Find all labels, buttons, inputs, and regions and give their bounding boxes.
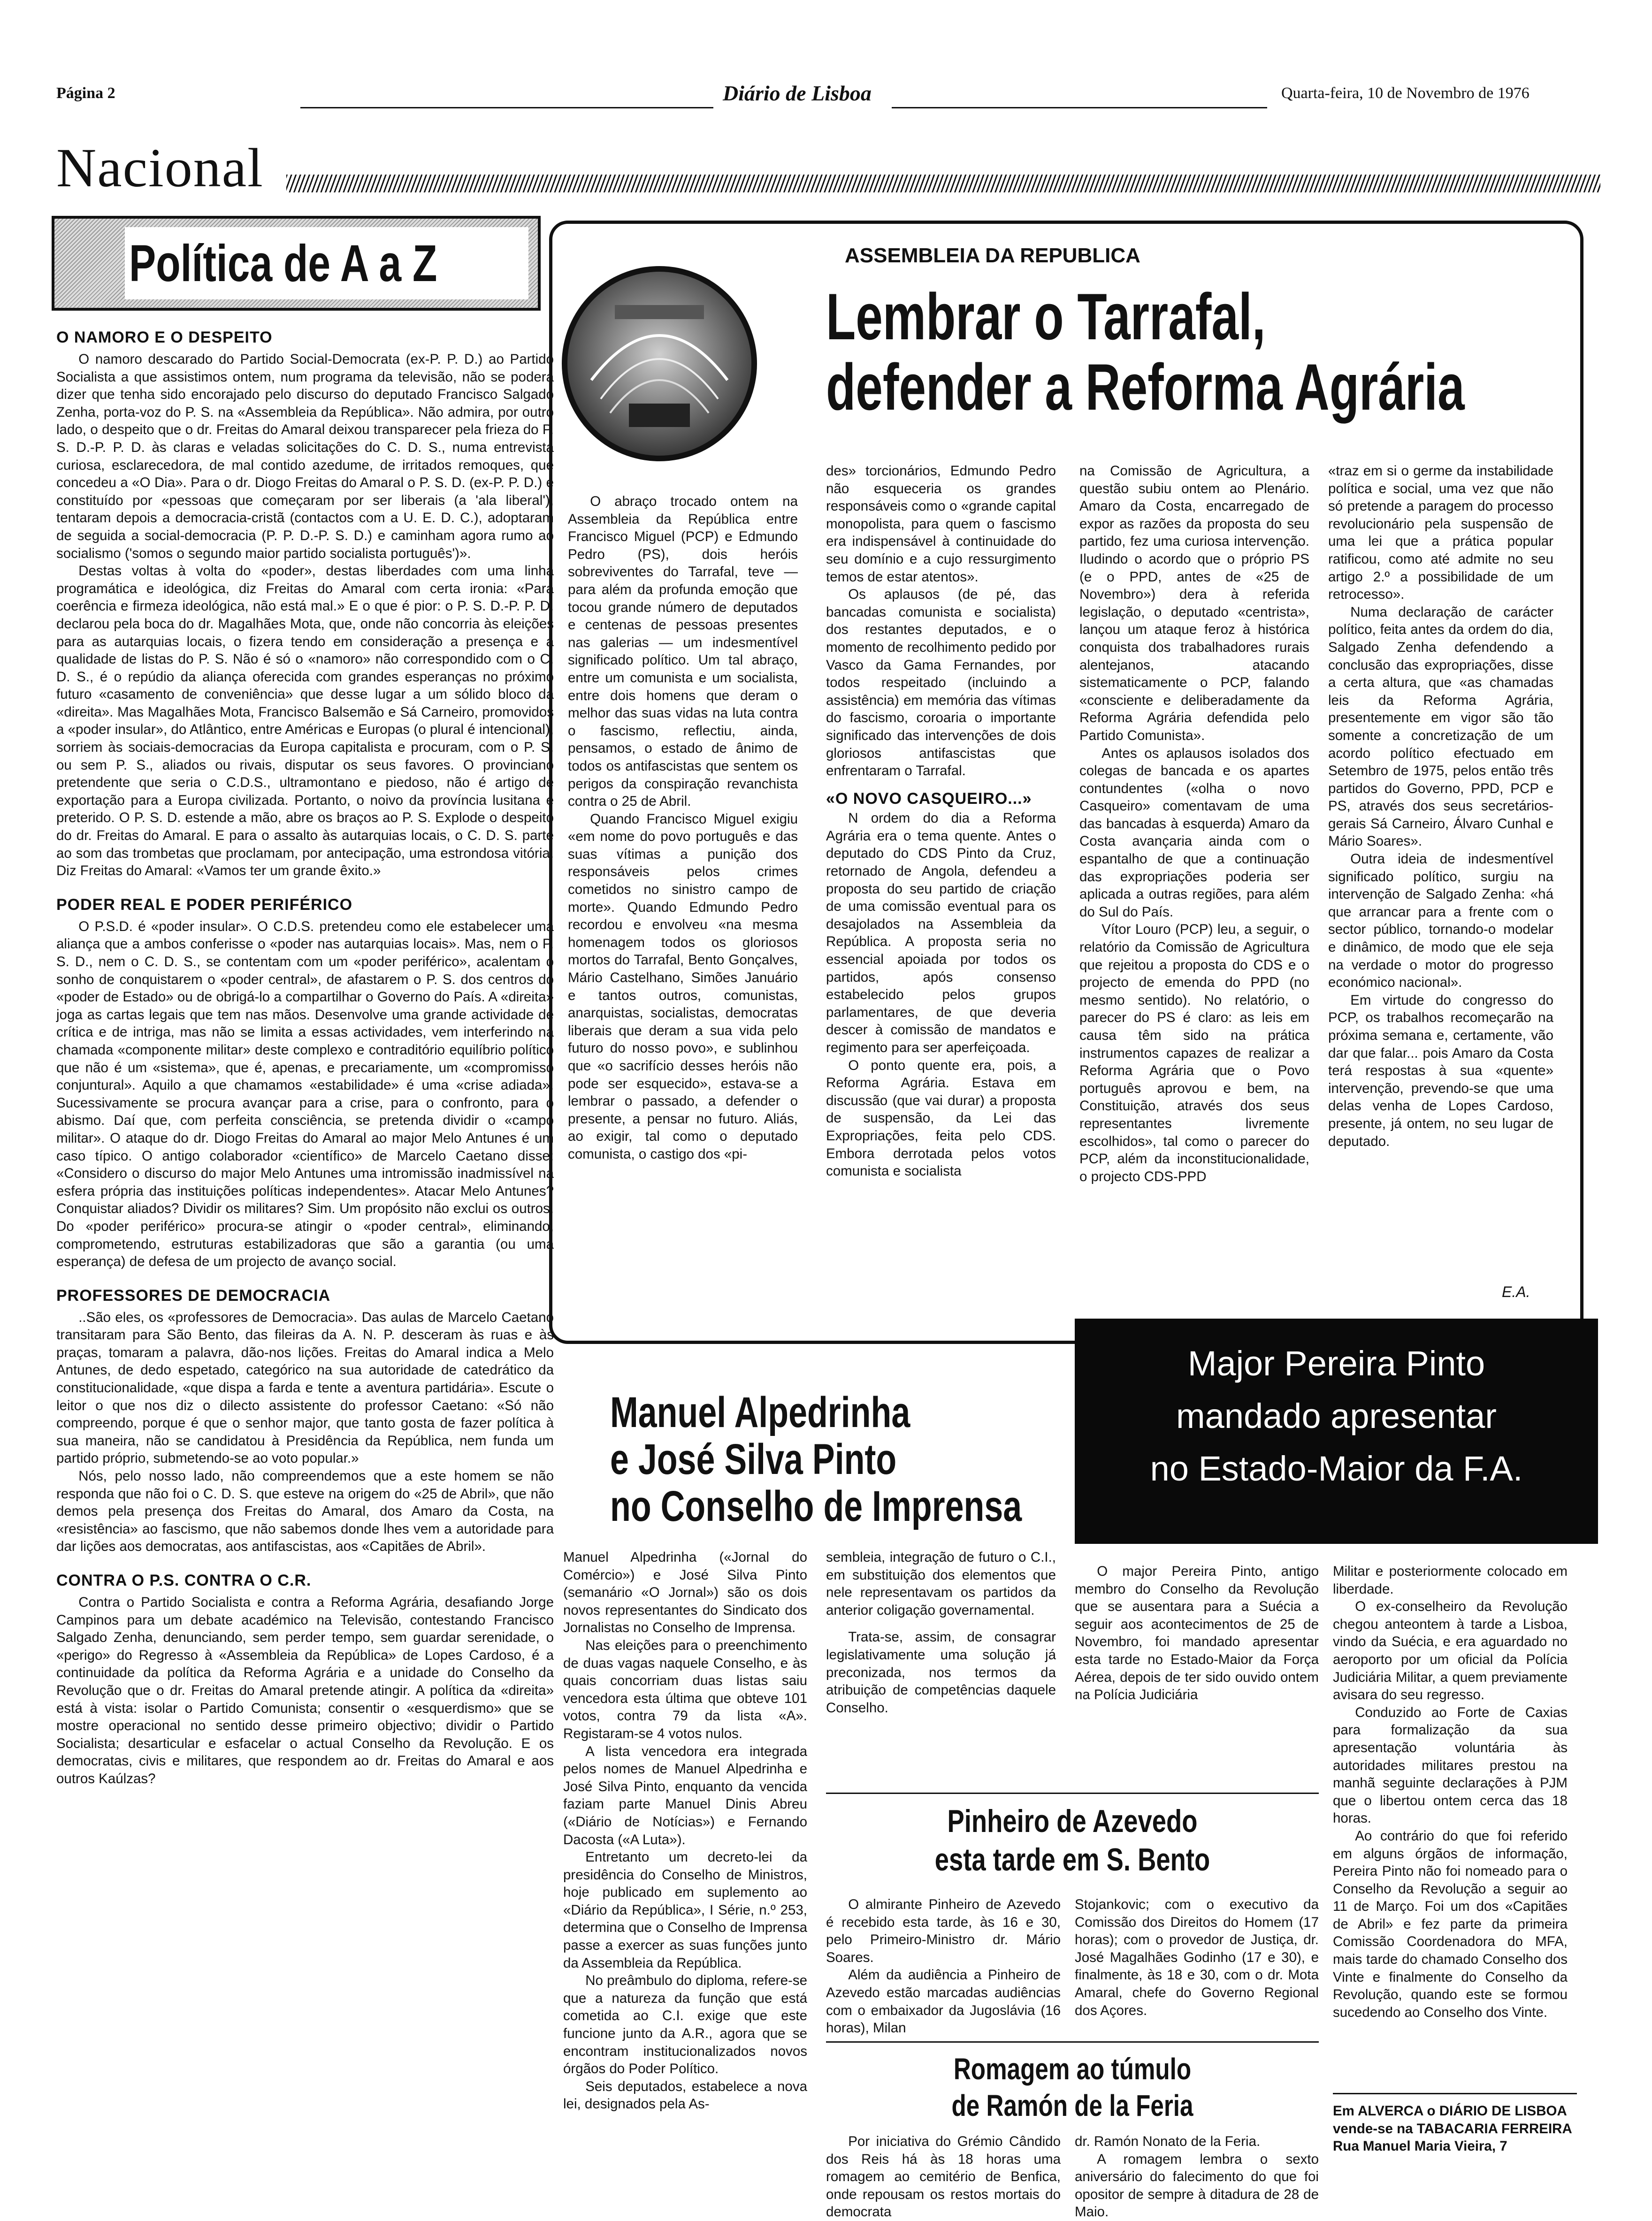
paragraph: No preâmbulo do diploma, refere-se que a natureza da função que está cometida ao C.I. exige que este funcione junto da A.R., agora que se encontram institucionalizados novos órgãos do Poder Político.: [563, 1973, 807, 2077]
headline-line: no Estado-Maior da F.A.: [1150, 1449, 1523, 1488]
pinheiro-headline: [826, 1802, 1319, 1886]
headline-line: Manuel Alpedrinha: [610, 1389, 910, 1436]
paragraph: Ao contrário do que foi referido em alguns órgãos de informação, Pereira Pinto não foi nomeado para o Conselho da Revolução a seguir ao 11 de Março. Foi um dos «Capitães de Abril» e fez parte da primeira Comissão Coordenadora do MFA, mais tarde do chamado Conselho dos Vinte e finalmente do Conselho da Revolução, quando este se formou sucedendo ao Conselho dos Vinte.: [1333, 1828, 1568, 2020]
paragraph: Vítor Louro (PCP) leu, a seguir, o relatório da Comissão de Agricultura que rejeitou a proposta do CDS e o projecto de emenda do PPD (no mesmo sentido). No relatório, o parecer do PS é claro: as leis em causa têm sido na prática instrumentos capazes de realizar a Reforma Agrária que o Povo português aprovou e bem, na Constituição, através dos seus representantes livremente escolhidos», tal como o parecer do PCP, além da inconstitucionalidade, o projecto CDS-PPD: [1079, 922, 1309, 1184]
headline-line: e José Silva Pinto: [610, 1435, 897, 1483]
header-rule-right: [892, 107, 1267, 108]
notice-text: Em ALVERCA o DIÁRIO DE LISBOA vende-se na TABACARIA FERREIRA Rua Manuel Maria Vieira, 7: [1333, 2103, 1572, 2154]
paragraph: A lista vencedora era integrada pelos nomes de Manuel Alpedrinha e José Silva Pinto, enquanto da vencida faziam parte Manuel Dinis Abreu («Diário de Notícias») e Fernando Dacosta («A Luta»).: [563, 1743, 807, 1847]
paragraph: Manuel Alpedrinha («Jornal do Comércio») e José Silva Pinto (semanário «O Jornal») são os dois novos representantes do Sindicato dos Jornalistas no Conselho de Imprensa.: [563, 1549, 807, 1636]
paragraph: dr. Ramón Nonato de la Feria.: [1075, 2134, 1261, 2149]
paragraph: Entretanto um decreto-lei da presidência do Conselho de Ministros, hoje publicado em suplemento ao «Diário da República», I Série, n.º 253, determina que o Conselho de Imprensa passe a exercer as suas funções junto da Assembleia da República.: [563, 1849, 807, 1971]
assembleia-col-3: [1079, 462, 1309, 1288]
paragraph: Além da audiência a Pinheiro de Azevedo estão marcadas audiências com o embaixador da Jugoslávia (16 horas), Milan: [826, 1967, 1061, 2036]
romagem-headline: [826, 2051, 1319, 2130]
masthead: Diário de Lisboa: [723, 81, 872, 105]
section-title: Nacional: [56, 137, 264, 198]
article-body: [56, 1594, 554, 1788]
paragraph: Trata-se, assim, de consagrar legislativamente uma solução já preconizada, nos termos da atribuição de competências daquele Conselho.: [826, 1629, 1056, 1716]
assembleia-col-1: [568, 493, 798, 1286]
pereira-pinto-col-1: [1075, 1563, 1319, 1760]
header-rule-left: [300, 107, 713, 108]
headline-line: defender a Reforma Agrária: [826, 350, 1465, 424]
column-badge: [52, 216, 541, 311]
alpedrinha-headline: [610, 1389, 1051, 1539]
paragraph: Em virtude do congresso do PCP, os trabalhos recomeçarão na próxima semana e, certamente, vão dar que falar... pois Amaro da Costa terá respostas à sua «quente» intervenção, prevendo-se que uma delas venha de Lopes Cardoso, presente, já ontem, no seu lugar de deputado.: [1328, 992, 1553, 1149]
paragraph: «traz em si o germe da instabilidade política e social, uma vez que não só pretende a paragem do processo revolucionário pela suspensão de uma lei que a prática popular ratificou, como até admite no seu artigo 2.º a possibilidade de um retrocesso».: [1328, 463, 1553, 603]
pereira-pinto-col-2: [1333, 1563, 1568, 2088]
paragraph: Stojankovic; com o executivo da Comissão dos Direitos do Homem (17 horas); com o provedor de Justiça, dr. José Magalhães Godinho (17 e 30), e finalmente, às 18 e 30, com o dr. Mota Amaral, chefe do Governo Regional dos Açores.: [1075, 1897, 1319, 2018]
assembleia-col-2: [826, 462, 1056, 1288]
page-number: Página 2: [56, 84, 115, 102]
assembleia-headline: [826, 282, 1558, 436]
paragraph: A romagem lembra o sexto aniversário do falecimento do que foi opositor de sempre à ditadura de 28 de Maio.: [1075, 2151, 1319, 2220]
headline-line: Pinheiro de Azevedo: [947, 1803, 1198, 1839]
paragraph: N ordem do dia a Reforma Agrária era o tema quente. Antes o deputado do CDS Pinto da Cruz, retornado de Angola, defendeu a proposta do seu partido de criação de uma comissão eventual para os desajolados na Assembleia da República. A proposta seria no essencial apoiada por todos os partidos, após consenso estabelecido pelos grupos parlamentares, de que deveria descer à comissão de mandatos e regimento para ser aperfeiçoada.: [826, 810, 1056, 1055]
assembleia-col-4: [1328, 462, 1553, 1269]
article-body: [56, 918, 554, 1271]
paragraph: Destas voltas à volta do «poder», destas liberdades com uma linha programática e ideológica, diz Freitas do Amaral com certa ironia: «Para coerência e firmeza ideológica, não está mal.» E o que é pior: o P. S. D.-P. P. D. declarou pela boca do dr. Magalhães Mota, que, onde não concorria às eleições para as autarquias locais, o fizera tendo em consideração a presença e a qualidade de listas do P. S. Não é só o «namoro» não correspondido com o C. D. S., é o repúdio da aliança oferecida com grandes esperanças no próximo futuro «casamento de conveniência» que desse lugar a um sólido bloco da «direita». Mas Magalhães Mota, Francisco Balsemão e Sá Carneiro, promovidos a «poder insular», do Atlântico, entre Américas e Europas (o plural é intencional), sorriem às sociais-democracias da Europa capitalista e procuram, com o P. S. ou sem P. S., aliados ou rivais, disputar os seus favores. O provinciano pretendente que seria o C.D.S., ultramontano e piedoso, não é artigo de exportação para a Europa civilizada. Portanto, o noivo da província lusitana é preterido. O P. S. D. estende a mão, abre os braços ao P. S. Explode o despeito do dr. Freitas do Amaral. E para o assalto às autarquias locais, o C. D. S. parte ao som das trombetas que proclamam, por antecipação, uma estrondosa vitória. Diz Freitas do Amaral: «Vamos ter um grande êxito.»: [56, 563, 554, 879]
paragraph: Os aplausos (de pé, das bancadas comunista e socialista) dos restantes deputados, e o momento de recolhimento pedido por Vasco da Gama Fernandes, por todos respeitado (incluindo a assistência) em memória das vítimas do fascismo, coroaria o importante significado das intervenções de dois gloriosos antifascistas que enfrentaram o Tarrafal.: [826, 587, 1056, 779]
paragraph: ..São eles, os «professores de Democracia». Das aulas de Marcelo Caetano transitaram para São Bento, das fileiras da A. N. P. desceram às ruas e às praças, tomaram a palavra, dão-nos lições. Freitas do Amaral indica a Melo Antunes, de dedo espetado, categórico na sua autoridade de catedrático da constitucionalidade, «que dispa a farda e tente a aventura partidária». Escute o leitor o que nos diz o dilecto assistente do professor Caetano: «Só não compreendo, porque é que o senhor major, que tanto gosta de fazer política à sua maneira, não se candidatou à Presidência da República, nem funda um partido próprio, submetendo-se ao voto popular.»: [56, 1309, 554, 1466]
romagem-col-1: [826, 2133, 1061, 2220]
headline-line: de Ramón de la Feria: [951, 2089, 1193, 2122]
headline-line: Major Pereira Pinto: [1187, 1344, 1485, 1383]
paragraph: O ponto quente era, pois, a Reforma Agrária. Estava em discussão (que vai durar) a proposta de suspensão, da Lei das Expropriações, feita pelo CDS. Embora derrotada pelos votos comunista e socialista: [826, 1057, 1056, 1179]
romagem-col-2: [1075, 2133, 1319, 2220]
divider: [826, 1793, 1319, 1794]
section-heading: CONTRA O P.S. CONTRA O C.R.: [56, 1572, 312, 1589]
paragraph: O P.S.D. é «poder insular». O C.D.S. pretendeu como ele estabelecer uma aliança que a ambos conferisse o «poder nas autarquias locais». Mas, nem o P. S. D., nem o C. D. S., se contentam com um «poder periférico», acalentam o sonho de conquistarem o «poder central», de afastarem o P. S. dos centros do «poder de Estado» ou de obrigá-lo a compartilhar o Governo do País. A «direita» joga as cartas legais que tem nas mãos. Desenvolve uma grande actividade de crítica e de intriga, mas não se limita a essas actividades, vem interferindo na chamada «componente militar» deste complexo e contraditório equilíbrio político que não é um «sistema», que é, apenas, e precariamente, um «compromisso conjuntural». Aquilo a que chamamos «estabilidade» é uma «crise adiada». Sucessivamente se procura avançar para a crise, para o confronto, para o abismo. Daí que, com perfeita consciência, se pretenda dividir o «campo militar». O ataque do dr. Diogo Freitas do Amaral ao major Melo Antunes é um caso típico. O antigo colaborador «científico» de Marcelo Caetano disse: «Considero o discurso do major Melo Antunes uma intromissão inadmissível na esfera própria das instituições políticas independentes». Atacar Melo Antunes? Conquistar aliados? Dividir os militares? Sim. Um propósito não exclui os outros. Do «poder periférico» procura-se atingir o «poder central», eliminando, comprometendo, estruturas estabilizadoras que são a garantia (ou uma esperança) de defesa de um projecto de avanço social.: [56, 918, 554, 1270]
paragraph: sembleia, integração de futuro o C.I., em substituição dos elementos que nele representavam os partidos da anterior coligação governamental.: [826, 1549, 1056, 1618]
alpedrinha-col-2: [826, 1549, 1056, 1783]
article-body: [56, 351, 554, 880]
paragraph: O major Pereira Pinto, antigo membro do Conselho da Revolução que se ausentara para a Suécia a seguir aos acontecimentos de 25 de Novembro, foi mandado apresentar esta tarde no Estado-Maior da Força Aérea, depois de ter sido ouvido ontem na Polícia Judiciária: [1075, 1564, 1319, 1703]
issue-date: Quarta-feira, 10 de Novembro de 1976: [1281, 84, 1530, 102]
paragraph: na Comissão de Agricultura, a questão subiu ontem ao Plenário. Amaro da Costa, encarregado de expor as razões da proposta do seu partido, fez uma curiosa intervenção. Iludindo o acordo que o próprio PS (e o PPD, antes de «25 de Novembro») dera à referida legislação, o deputado «centrista», lançou um ataque feroz à histórica conquista dos trabalhadores rurais alentejanos, atacando sistematicamente o PCP, falando «consciente e deliberadamente da Reforma Agrária defendida pelo Partido Comunista».: [1079, 463, 1309, 743]
section-heading: O NAMORO E O DESPEITO: [56, 328, 273, 346]
article-signature: E.A.: [1502, 1283, 1530, 1300]
assembleia-kicker: ASSEMBLEIA DA REPUBLICA: [845, 244, 1140, 267]
alpedrinha-col-1: [563, 1549, 807, 2201]
column-badge-title: Política de A a Z: [129, 234, 437, 292]
paragraph: Nós, pelo nosso lado, não compreendemos que a este homem se não responda que não foi o C. D. S. que esteve na origem do «25 de Abril», que não demos pela presença dos Freitas do Amaral, dos Amaro da Costa, na «resistência» ao fascismo, que não sabemos donde lhes vem a autoridade para dar lições aos democratas, aos antifascistas, aos «Capitães de Abril».: [56, 1468, 554, 1555]
assembly-photo: [558, 263, 760, 465]
pereira-pinto-headline-box: [1075, 1319, 1598, 1544]
paragraph: Militar e posteriormente colocado em liberdade.: [1333, 1564, 1568, 1597]
sub-heading: «O NOVO CASQUEIRO...»: [826, 789, 1032, 808]
paragraph: Por iniciativa do Grémio Cândido dos Reis há às 18 horas uma romagem ao cemitério de Benfica, onde repousam os restos mortais do democrata: [826, 2134, 1061, 2220]
article-body: [56, 1309, 554, 1556]
paragraph: O ex-conselheiro da Revolução chegou anteontem à tarde a Lisboa, vindo da Suécia, e era aguardado no aeroporto por um oficial da Polícia Judiciária Militar, a quem previamente avisara do seu regresso.: [1333, 1599, 1568, 1703]
paragraph: Outra ideia de indesmentível significado político, surgiu na intervenção de Salgado Zenha: «há que arrancar para a frente com o sector público, tornando-o modelar e dinâmico, de modo que ele seja na verdade o motor do progresso económico nacional».: [1328, 851, 1553, 991]
headline-line: mandado apresentar: [1176, 1397, 1497, 1435]
headline-line: esta tarde em S. Bento: [934, 1842, 1210, 1878]
alverca-notice: [1333, 2102, 1577, 2196]
paragraph: O abraço trocado ontem na Assembleia da República entre Francisco Miguel (PCP) e Edmundo Pedro (PS), dois heróis sobreviventes do Tarrafal, teve — para além da profunda emoção que tocou grande número de deputados e centenas de pessoas presentes nas galerias — um indesmentível significado político. Um tal abraço, entre um comunista e um socialista, entre dois homens que deram o melhor das suas vidas na luta contra o fascismo, reflectiu, ainda, pensamos, o estado de ânimo de todos os antifascistas que sentem os perigos da conspiração revanchista contra o 25 de Abril.: [568, 494, 798, 809]
politica-column: [56, 328, 554, 2201]
pinheiro-col-2: [1075, 1896, 1319, 2037]
divider: [1333, 2093, 1577, 2094]
paragraph: Quando Francisco Miguel exigiu «em nome do povo português e das suas vítimas a punição dos responsáveis pelos crimes cometidos no sinistro campo de morte». Quando Edmundo Pedro recordou e envolveu «na mesma homenagem todos os gloriosos mortos do Tarrafal, Bento Gonçalves, Mário Castelhano, Simões Januário e tantos outros, comunistas, anarquistas, socialistas, democratas liberais que deram a sua vida pelo futuro do nosso povo», e sublinhou que «o sacrifício desses heróis não pode ser esquecido», estava-se a lembrar o passado, a defender o presente, a pensar no futuro. Aliás, ao exigir, tal como o deputado comunista, o castigo dos «pi-: [568, 811, 798, 1162]
paragraph: Seis deputados, estabelece a nova lei, designados pela As-: [563, 2078, 807, 2112]
headline-line: no Conselho de Imprensa: [610, 1482, 1022, 1530]
pinheiro-col-1: [826, 1896, 1061, 2037]
paragraph: O almirante Pinheiro de Azevedo é recebido esta tarde, às 16 e 30, pelo Primeiro-Ministro dr. Mário Soares.: [826, 1897, 1061, 1965]
section-heading: PODER REAL E PODER PERIFÉRICO: [56, 895, 353, 914]
assembly-photo-image: [558, 263, 760, 465]
paragraph: des» torcionários, Edmundo Pedro não esqueceria os grandes responsáveis como o «grande capital monopolista, para quem o fascismo era indispensável à continuidade do seu domínio e a cujo ressurgimento temos de estar atentos».: [826, 463, 1056, 585]
headline-line: Romagem ao túmulo: [953, 2052, 1192, 2086]
section-hatch: [286, 175, 1600, 192]
section-heading: PROFESSORES DE DEMOCRACIA: [56, 1286, 331, 1305]
paragraph: Numa declaração de carácter político, feita antes da ordem do dia, Salgado Zenha defendendo a conclusão das expropriações, disse a certa altura, que «as chamadas leis da Reforma Agrária, presentemente em vigor são tão somente a concretização de um acordo político efectuado em Setembro de 1975, pelos então três partidos do Governo, PPD, PCP e PS, através dos seus secretários-gerais Sá Carneiro, Álvaro Cunhal e Mário Soares».: [1328, 604, 1553, 849]
paragraph: Conduzido ao Forte de Caxias para formalização da sua apresentação voluntária às autoridades militares prestou na manhã seguinte declarações à PJM que o libertou ontem cerca das 18 horas.: [1333, 1704, 1568, 1826]
divider: [826, 2041, 1319, 2043]
paragraph: Antes os aplausos isolados dos colegas de bancada e os apartes contundentes («olha o novo Casqueiro» comentavam de uma das bancadas à esquerda) Amaro da Costa avançaria ainda com o espantalho de que a continuação das expropriações poderia ser aplicada a outras regiões, para além do Sul do País.: [1079, 745, 1309, 920]
paragraph: Nas eleições para o preenchimento de duas vagas naquele Conselho, e às quais concorriam duas listas saiu vencedora esta última que obteve 101 votos, contra 79 da lista «A». Registaram-se 4 votos nulos.: [563, 1637, 807, 1741]
headline-line: Lembrar o Tarrafal,: [826, 280, 1266, 353]
paragraph: Contra o Partido Socialista e contra a Reforma Agrária, desafiando Jorge Campinos para um debate académico na Televisão, contestando Francisco Salgado Zenha, denunciando, sem perder tempo, sem guardar serenidade, o «perigo» do Regresso à «Assembleia da República» de Lopes Cardoso, é a continuidade da política da Reforma Agrária e a unidade do Conselho da Revolução que o dr. Freitas do Amaral pretende atingir. A política da «direita» está à vista: isolar o Partido Comunista; consentir o «esquerdismo» que se mostre operacional no sentido desse primeiro objectivo; dividir o Partido Socialista; desarticular e esfacelar o actual Conselho da Revolução. E os democratas, civis e militares, que respondem ao dr. Freitas do Amaral e aos outros Kaúlzas?: [56, 1595, 554, 1786]
paragraph: O namoro descarado do Partido Social-Democrata (ex-P. P. D.) ao Partido Socialista a que assistimos ontem, num programa da televisão, não se poderá dizer que tenha sido encorajado pelo discurso do deputado Francisco Salgado Zenha, porta-voz do P. S. na «Assembleia da República». Não admira, por outro lado, o despeito que o dr. Freitas do Amaral deixou transparecer pela frieza do P. S. D.-P. P. D. às claras e veladas solicitações do C. D. S., numa entrevista curiosa, esclarecedora, de mal contido azedume, de irritados remoques, que concedeu a «O Dia». Para o dr. Diogo Freitas do Amaral o P. S. D. (ex-P. P. D.) é constituído por «pessoas que começaram por ser liberais (a 'ala liberal'), tentaram depois a democracia-cristã (contactos com a U. E. D. C.), adoptaram de seguida a social-democracia (P. P. D.-P. S. D.) e caminham agora rumo ao socialismo ('somos o segundo maior partido socialista português')».: [56, 351, 554, 561]
